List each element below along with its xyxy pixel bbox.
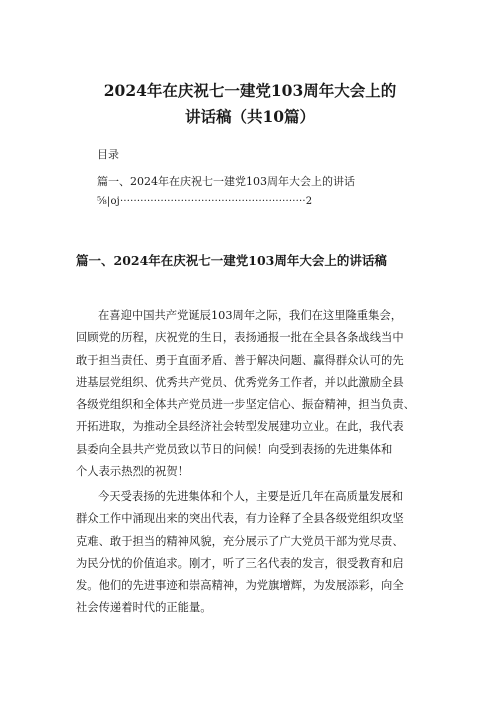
paragraph-line: 为民分忧的价值追求。刚才，听了三名代表的发言，很受教育和启 <box>76 556 404 570</box>
paragraph-line: 敢于担当责任、勇于直面矛盾、善于解决问题、赢得群众认可的先 <box>76 353 404 367</box>
paragraph-line: 今天受表扬的先进集体和个人，主要是近几年在高质量发展和 <box>98 490 404 503</box>
paragraph-line: 社会传递着时代的正能量。 <box>76 601 212 615</box>
paragraph-line: 群众工作中涌现出来的突出代表，有力诠释了全县各级党组织攻坚 <box>76 512 404 526</box>
title-line-2: 讲话稿（共10篇） <box>184 107 316 126</box>
document-title <box>40 78 460 130</box>
paragraph-1 <box>76 305 428 483</box>
paragraph-line: 进基层党组织、优秀共产党员、优秀党务工作者，并以此激励全县 <box>76 375 404 389</box>
paragraph-line: 个人表示热烈的祝贺！ <box>76 465 189 479</box>
paragraph-line: 各级党组织和全体共产党员进一步坚定信心、振奋精神，担当负责、 <box>76 398 415 412</box>
paragraph-line: 克难、敢于担当的精神风貌，充分展示了广大党员干部为党尽责、 <box>76 534 404 548</box>
paragraph-line: 发。他们的先进事迹和崇高精神，为党旗增辉，为发展添彩，向全 <box>76 579 404 593</box>
toc-heading: 目录 <box>97 148 119 161</box>
paragraph-line: 开拓进取，为推动全县经济社会转型发展建功立业。在此，我代表 <box>76 420 404 434</box>
toc-entry-1-leader: ⅝|oj·······················································2 <box>97 196 313 207</box>
section-heading: 篇一、2024年在庆祝七一建党103周年大会上的讲话稿 <box>76 253 387 268</box>
paragraph-2 <box>76 486 428 620</box>
paragraph-line: 县委向全县共产党员致以节日的问候！向受到表扬的先进集体和 <box>76 442 393 456</box>
title-line-1: 2024年在庆祝七一建党103周年大会上的 <box>103 81 397 100</box>
toc-entry-1[interactable]: 篇一、2024年在庆祝七一建党103周年大会上的讲话 <box>97 175 355 188</box>
paragraph-line: 回顾党的历程，庆祝党的生日，表扬通报一批在全县各条战线当中 <box>76 331 404 345</box>
paragraph-line: 在喜迎中国共产党诞辰103周年之际，我们在这里隆重集会， <box>98 309 402 322</box>
